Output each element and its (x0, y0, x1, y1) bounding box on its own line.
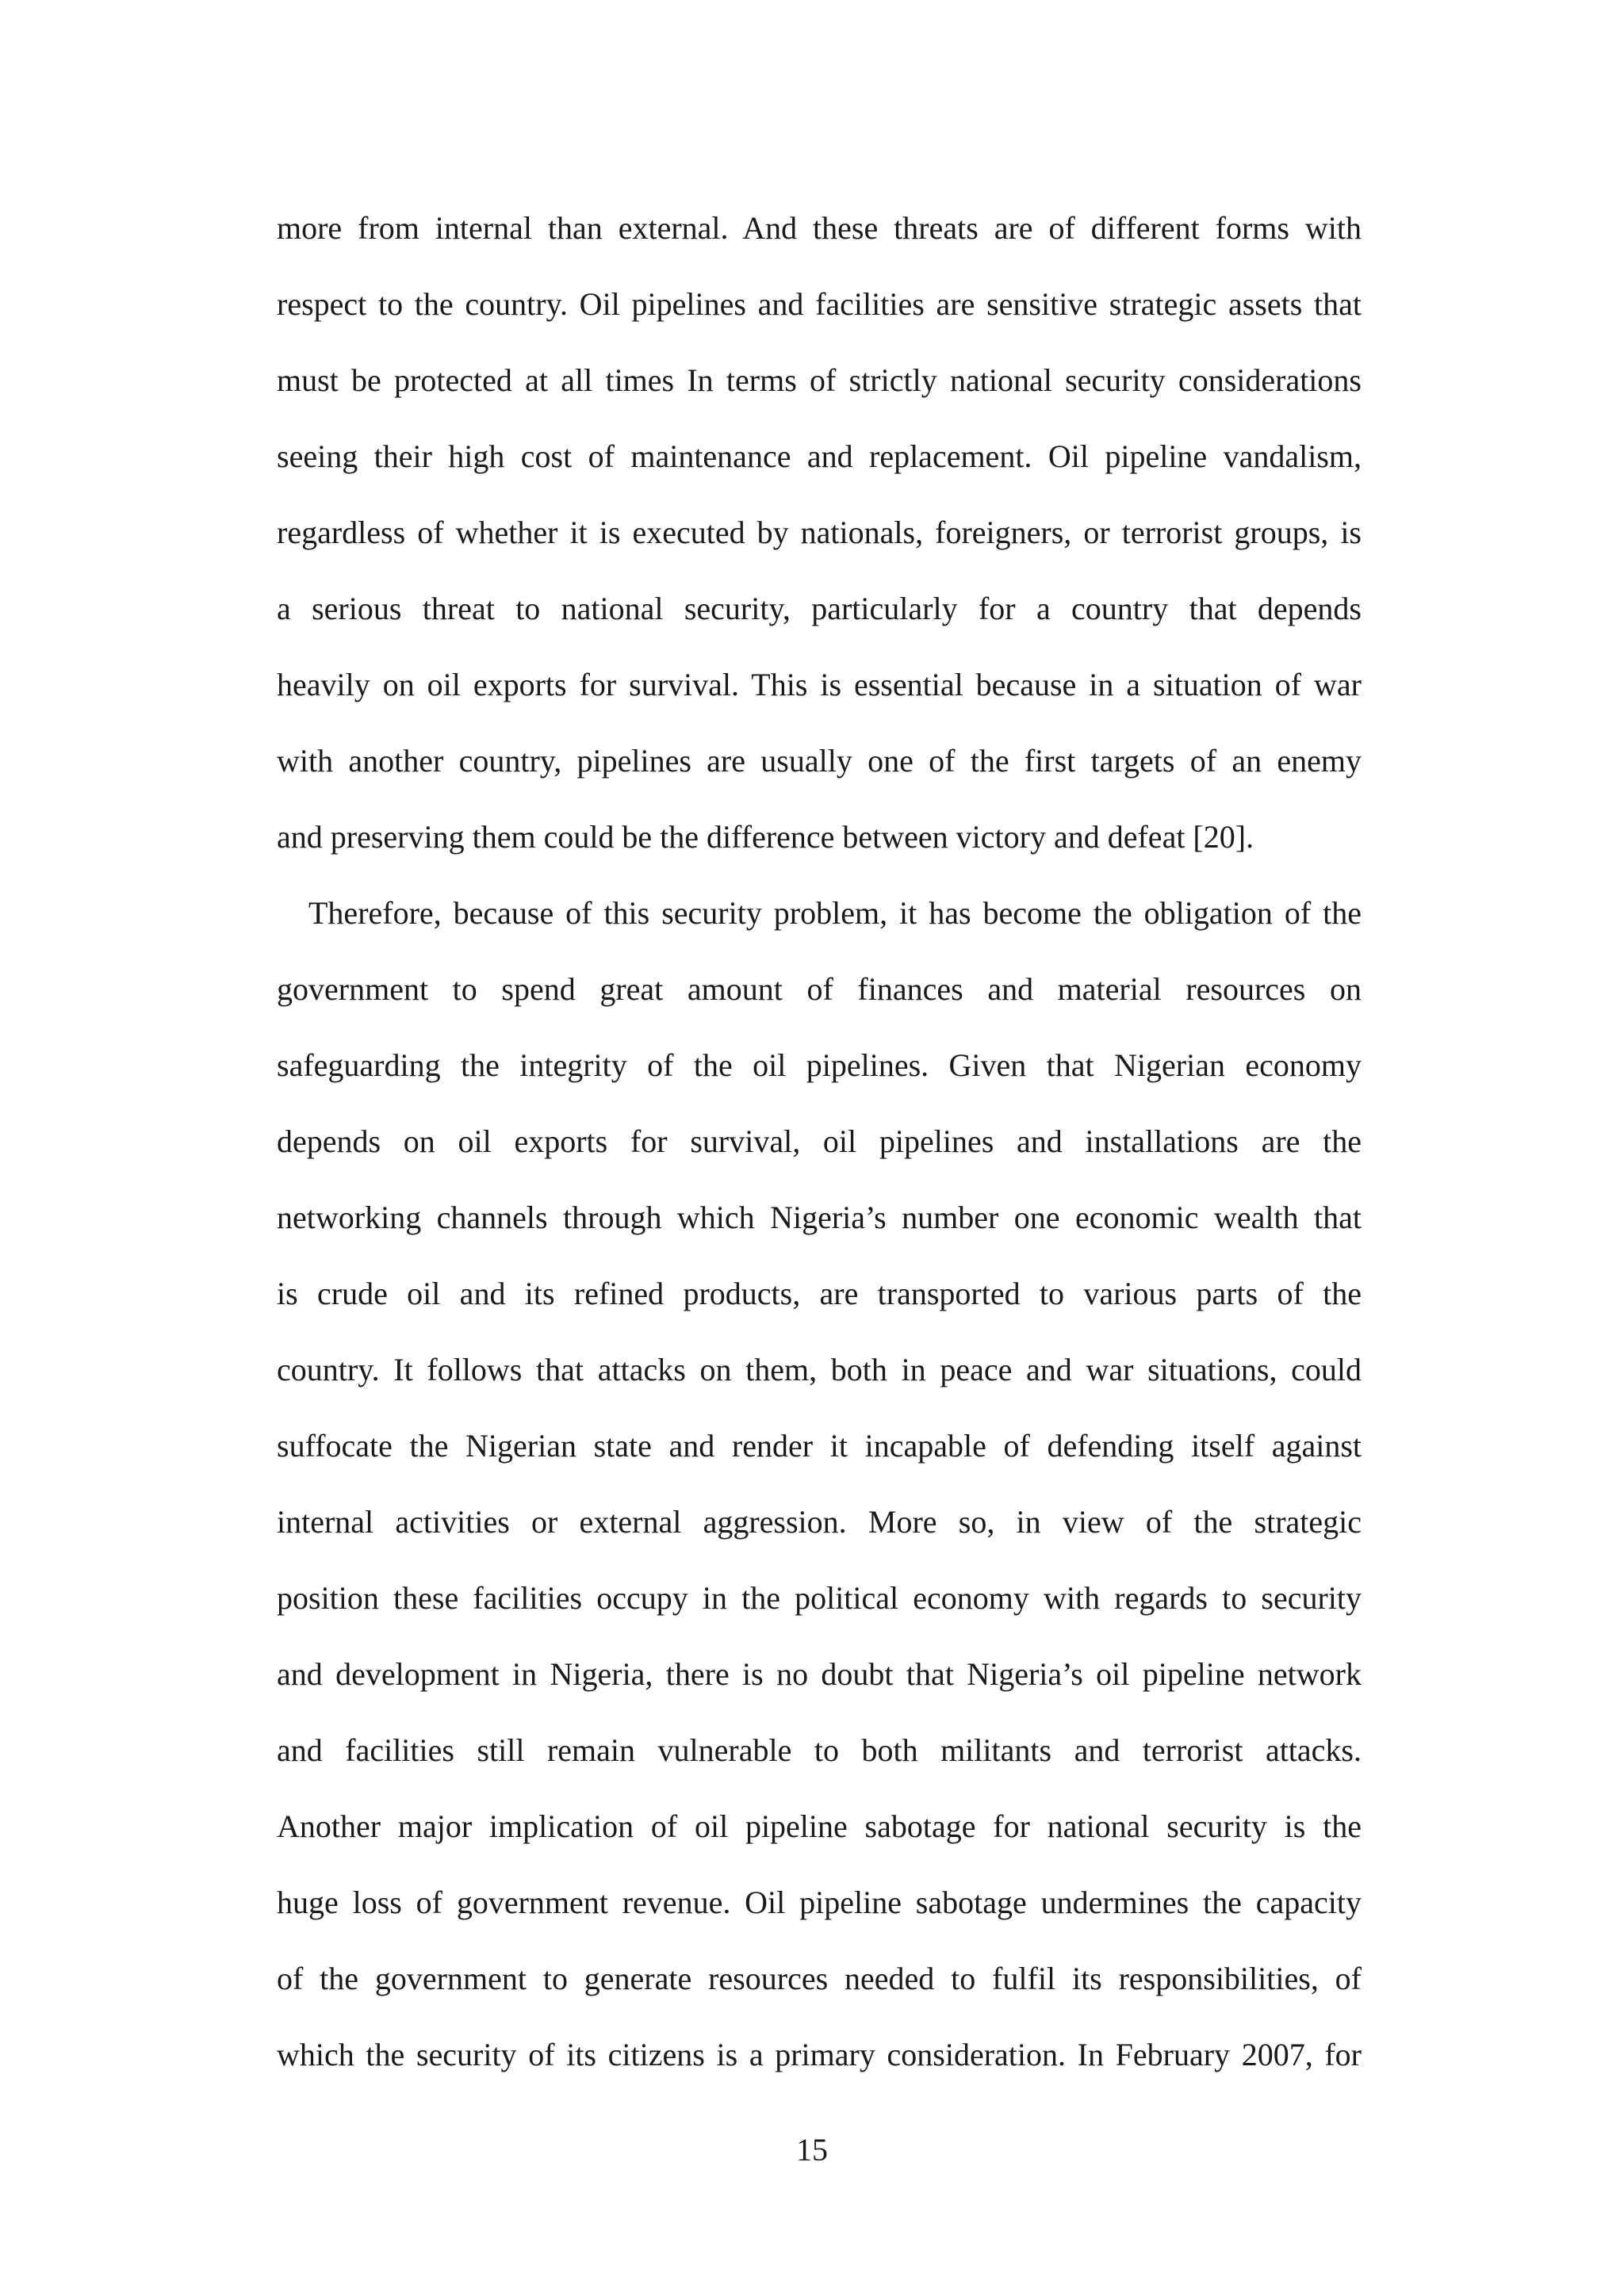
page-number: 15 (796, 2132, 828, 2168)
text-line: huge loss of government revenue. Oil pipeline sabotage undermines the capacity (277, 1885, 1362, 1920)
text-line: government to spend great amount of finances and material resources on (277, 971, 1362, 1007)
text-line: safeguarding the integrity of the oil pipelines. Given that Nigerian economy (277, 1047, 1362, 1083)
text-line: with another country, pipelines are usually one of the first targets of an enemy (277, 743, 1362, 779)
text-line: and preserving them could be the difference between victory and defeat [20]. (277, 819, 1254, 855)
text-line: internal activities or external aggression. More so, in view of the strategic (277, 1504, 1362, 1540)
text-line: is crude oil and its refined products, are transported to various parts of the (277, 1276, 1362, 1311)
text-line: depends on oil exports for survival, oil pipelines and installations are the (277, 1123, 1362, 1159)
text-line: country. It follows that attacks on them, both in peace and war situations, could (277, 1352, 1362, 1387)
text-line: of the government to generate resources needed to fulfil its responsibilities, of (277, 1961, 1362, 1996)
text-line: a serious threat to national security, particularly for a country that depends (277, 591, 1362, 626)
text-line: heavily on oil exports for survival. This is essential because in a situation of war (277, 667, 1362, 702)
text-line: and development in Nigeria, there is no doubt that Nigeria’s oil pipeline network (277, 1656, 1362, 1692)
text-line: must be protected at all times In terms of strictly national security considerations (277, 362, 1362, 398)
text-line: suffocate the Nigerian state and render it incapable of defending itself against (277, 1428, 1362, 1464)
text-line: respect to the country. Oil pipelines and facilities are sensitive strategic assets that (277, 286, 1362, 322)
text-line: and facilities still remain vulnerable to both militants and terrorist attacks. (277, 1732, 1362, 1768)
text-line: regardless of whether it is executed by nationals, foreigners, or terrorist groups, is (277, 515, 1362, 550)
paragraph-start-line: Therefore, because of this security problem, it has become the obligation of the (308, 895, 1362, 931)
body-text (277, 190, 1362, 2093)
text-line: which the security of its citizens is a primary consideration. In February 2007, for (277, 2037, 1362, 2072)
text-line: seeing their high cost of maintenance and replacement. Oil pipeline vandalism, (277, 438, 1362, 474)
text-line: more from internal than external. And these threats are of different forms with (277, 210, 1362, 246)
text-line: position these facilities occupy in the political economy with regards to security (277, 1580, 1362, 1616)
text-line: networking channels through which Nigeria’s number one economic wealth that (277, 1200, 1362, 1235)
text-line: Another major implication of oil pipeline sabotage for national security is the (277, 1808, 1362, 1844)
